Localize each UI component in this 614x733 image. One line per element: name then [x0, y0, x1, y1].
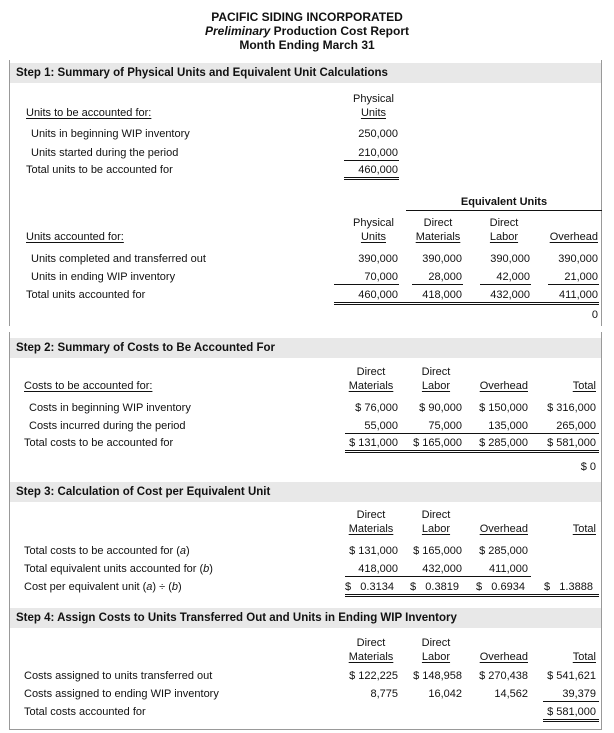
- row-label: Total units accounted for: [26, 289, 146, 301]
- costs-to-account-label: Costs to be accounted for:: [24, 380, 153, 392]
- col-overhead: Overhead: [479, 523, 528, 535]
- underline: [480, 284, 531, 285]
- double-underline: [344, 179, 399, 180]
- cell: 390,000: [490, 253, 530, 265]
- left-border: [9, 60, 10, 730]
- row-label: Costs in beginning WIP inventory: [29, 402, 191, 414]
- cell: 8,775: [370, 688, 398, 700]
- cell: 16,042: [428, 688, 462, 700]
- double-underline: [344, 177, 399, 178]
- cell: 460,000: [358, 289, 398, 301]
- cell: 418,000: [422, 289, 462, 301]
- units-accounted-label: Units accounted for:: [26, 231, 124, 243]
- col-physical-top: Physical: [353, 217, 394, 229]
- equiv-units-rule: [406, 210, 602, 211]
- cell: $ 1.3888: [544, 581, 593, 593]
- cell: $ 0.3819: [410, 581, 459, 593]
- col-dl-bottom: Labor: [489, 231, 519, 243]
- col-overhead: Overhead: [479, 380, 528, 392]
- report-period: Month Ending March 31: [239, 38, 375, 52]
- col-dl-top: Direct: [489, 217, 519, 229]
- double-underline: [345, 594, 599, 595]
- cell: 14,562: [494, 688, 528, 700]
- col-dl-bottom: Labor: [421, 523, 451, 535]
- cell: $ 122,225: [349, 670, 398, 682]
- cell: $ 150,000: [479, 402, 528, 414]
- cell: 42,000: [496, 271, 530, 283]
- col-dl-bottom: Labor: [421, 380, 451, 392]
- col-dm-top: Direct: [356, 509, 386, 521]
- row-label: Costs assigned to units transferred out: [24, 670, 213, 682]
- row-label: Total costs accounted for: [24, 706, 146, 718]
- row-label: Total units to be accounted for: [26, 164, 173, 176]
- cell: $ 131,000: [349, 545, 398, 557]
- cell: $ 90,000: [419, 402, 462, 414]
- row-value: 250,000: [358, 128, 398, 140]
- col-dl-top: Direct: [421, 366, 451, 378]
- cell: 70,000: [364, 271, 398, 283]
- cell: $ 285,000: [479, 437, 528, 449]
- cell: $ 131,000: [349, 437, 398, 449]
- cell: $ 316,000: [547, 402, 596, 414]
- row-label: Units started during the period: [31, 147, 179, 159]
- underline: [344, 160, 399, 161]
- bottom-border: [9, 729, 602, 730]
- row-value: 460,000: [358, 164, 398, 176]
- cell: 28,000: [428, 271, 462, 283]
- col-dm-top: Direct: [356, 366, 386, 378]
- underline: [345, 576, 531, 577]
- col-total: Total: [572, 380, 596, 392]
- col-overhead: Overhead: [479, 651, 528, 663]
- col-total: Total: [572, 523, 596, 535]
- double-underline: [345, 450, 599, 451]
- row-label: Cost per equivalent unit (a) ÷ (b): [24, 581, 182, 593]
- col-dm-top: Direct: [423, 217, 453, 229]
- row-label: Units in beginning WIP inventory: [31, 128, 190, 140]
- double-underline: [345, 596, 599, 597]
- company-name: PACIFIC SIDING INCORPORATED: [211, 10, 403, 24]
- double-underline: [543, 721, 599, 722]
- col-dm-top: Direct: [356, 637, 386, 649]
- col-dm-bottom: Materials: [415, 231, 461, 243]
- cell: 390,000: [358, 253, 398, 265]
- cell: $ 581,000: [547, 437, 596, 449]
- row-label: Units completed and transferred out: [31, 253, 206, 265]
- row-label: Total costs to be accounted for (a): [24, 545, 190, 557]
- step2-check: $ 0: [580, 461, 596, 473]
- right-border: [601, 60, 602, 730]
- cell: $ 0.3134: [345, 581, 394, 593]
- underline: [334, 284, 399, 285]
- cell: 390,000: [558, 253, 598, 265]
- cell: 265,000: [556, 420, 596, 432]
- cell: 411,000: [489, 563, 528, 575]
- underline: [412, 284, 463, 285]
- double-underline: [334, 302, 599, 303]
- equiv-units-header: Equivalent Units: [460, 196, 548, 208]
- cell: $ 285,000: [479, 545, 528, 557]
- underline: [548, 284, 599, 285]
- step1-check: 0: [591, 309, 598, 321]
- col-dl-top: Direct: [421, 509, 451, 521]
- cell: $ 76,000: [355, 402, 398, 414]
- col-dm-bottom: Materials: [348, 380, 394, 392]
- page-gap: [0, 326, 614, 332]
- cell: 418,000: [358, 563, 398, 575]
- cell: 75,000: [428, 420, 462, 432]
- cell: $ 270,438: [479, 670, 528, 682]
- col-dl-bottom: Labor: [421, 651, 451, 663]
- col-total: Total: [572, 651, 596, 663]
- col-dm-bottom: Materials: [348, 523, 394, 535]
- cell: 55,000: [364, 420, 398, 432]
- row-label: Costs incurred during the period: [29, 420, 186, 432]
- step2-title: Step 2: Summary of Costs to Be Accounted For: [10, 338, 601, 358]
- cell: 21,000: [564, 271, 598, 283]
- underline: [543, 701, 599, 702]
- step4-title: Step 4: Assign Costs to Units Transferred Out and Units in Ending WIP Inventory: [10, 608, 601, 628]
- cell: $ 581,000: [547, 706, 596, 718]
- row-label: Total equivalent units accounted for (b): [24, 563, 213, 575]
- cell: 432,000: [490, 289, 530, 301]
- units-to-account-label: Units to be accounted for:: [26, 107, 152, 119]
- cell: $ 0.6934: [476, 581, 525, 593]
- cell: 135,000: [488, 420, 528, 432]
- step1-title: Step 1: Summary of Physical Units and Equivalent Unit Calculations: [10, 63, 601, 83]
- row-label: Costs assigned to ending WIP inventory: [24, 688, 219, 700]
- row-label: Total costs to be accounted for: [24, 437, 174, 449]
- cell: 411,000: [559, 289, 598, 301]
- col-overhead: Overhead: [549, 231, 598, 243]
- double-underline: [543, 719, 599, 720]
- double-underline: [334, 304, 599, 305]
- col-dl-top: Direct: [421, 637, 451, 649]
- col-dm-bottom: Materials: [348, 651, 394, 663]
- col-physical-bottom: Units: [360, 231, 386, 243]
- cell: 390,000: [422, 253, 462, 265]
- row-value: 210,000: [358, 147, 398, 159]
- step1-physical-col-top: Physical: [353, 93, 394, 105]
- cell: $ 165,000: [413, 437, 462, 449]
- cell: 39,379: [562, 688, 596, 700]
- cell: $ 165,000: [413, 545, 462, 557]
- step3-title: Step 3: Calculation of Cost per Equivalent Unit: [10, 482, 601, 502]
- cell: 432,000: [422, 563, 462, 575]
- row-label: Units in ending WIP inventory: [31, 271, 176, 283]
- step1-physical-col-bottom: Units: [360, 107, 386, 119]
- cell: $ 541,621: [547, 670, 596, 682]
- report-title: Preliminary Production Cost Report: [204, 24, 410, 38]
- double-underline: [345, 452, 599, 453]
- cell: $ 148,958: [413, 670, 462, 682]
- underline: [345, 433, 599, 434]
